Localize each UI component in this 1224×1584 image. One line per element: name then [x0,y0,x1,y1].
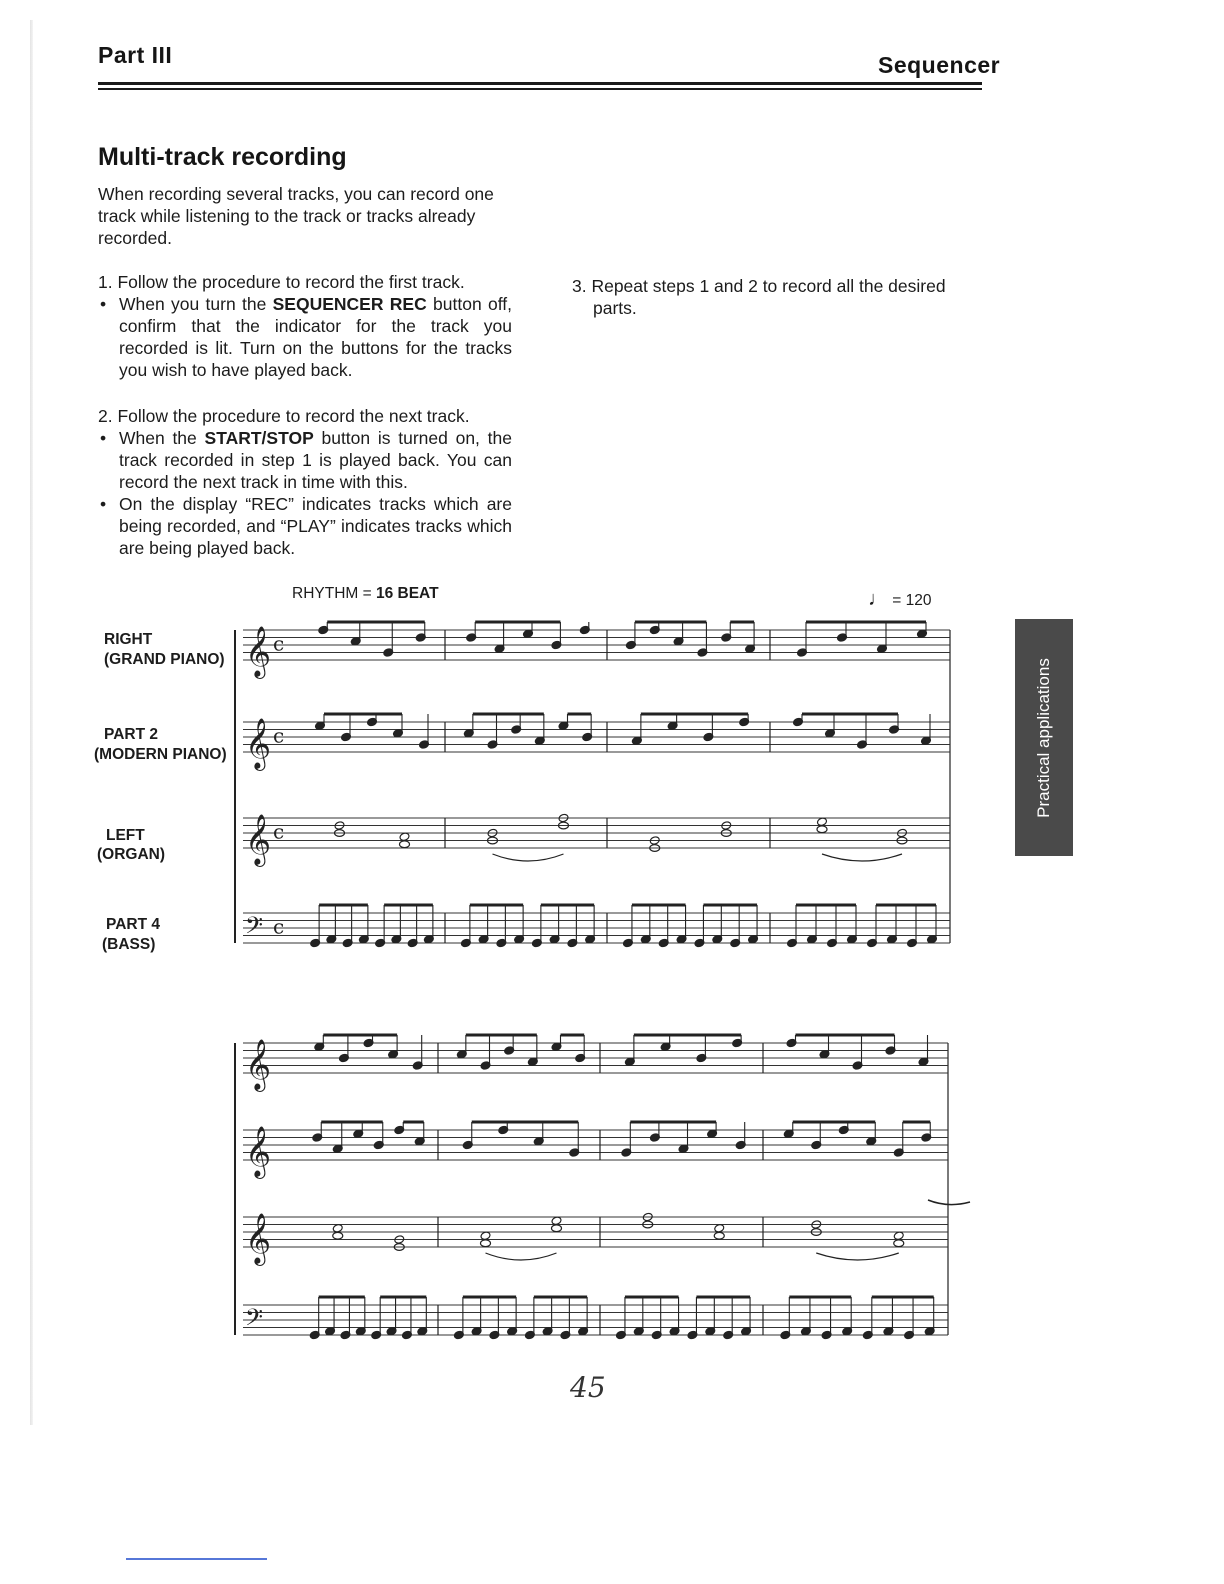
time-signature: c [273,819,285,844]
bullet-strong: START/STOP [204,428,314,448]
chord-note-head [400,841,410,848]
bullet-icon: • [100,428,107,448]
side-tab-label: Practical applications [1034,657,1053,818]
part-instrument: (GRAND PIANO) [104,651,225,668]
treble-clef-icon: 𝄞 [245,1039,272,1090]
part-instrument: (MODERN PIANO) [94,746,227,763]
intro-paragraph: When recording several tracks, you can record one track while listening to the track or tracks already recorded. [98,184,494,248]
part-instrument: (ORGAN) [97,846,166,863]
treble-clef-icon: 𝄞 [245,814,272,865]
chord-note-head [817,826,827,833]
section-heading: Multi-track recording [98,143,347,171]
tempo-value: = 120 [888,592,932,609]
treble-clef-icon: 𝄞 [245,1213,272,1264]
bullet-text: button off, confirm that the indicator for the track you recorded is lit. Turn on the buttons for the tracks you wish to have played back. [119,294,512,380]
bullet-text: On the display “REC” indicates tracks which are being recorded, and “PLAY” indicates tracks which are being played back. [119,494,512,558]
step-3-text: 3. Repeat steps 1 and 2 to record all the desired [572,276,946,296]
header-section: Sequencer [878,52,1001,78]
step-2-text: 2. Follow the procedure to record the next track. [98,406,470,426]
treble-clef-icon: 𝄞 [245,1126,272,1177]
bullet-icon: • [100,494,107,514]
chord-note-head [481,1240,491,1247]
rhythm-value: 16 BEAT [375,585,439,602]
scan-artifact-line [126,1558,267,1560]
tie-curve [822,854,902,861]
part-name: PART 2 [104,726,158,743]
treble-clef-icon: 𝄞 [245,626,272,677]
bullet-text: When you turn the [119,294,273,314]
chord-note-head [894,1240,904,1247]
bullet-text: When the [119,428,205,448]
chord-note-head [333,1232,343,1239]
time-signature: c [273,914,285,939]
part-name: LEFT [106,827,145,844]
treble-clef-icon: 𝄞 [245,718,272,769]
chord-note-head [714,1232,724,1239]
quarter-note-icon: ♩ [868,588,888,610]
header-part: Part III [98,42,173,68]
handwritten-page-number: 45 [570,1371,606,1404]
rhythm-label-text: RHYTHM = [292,585,376,602]
bullet-icon: • [100,294,107,314]
tie-curve [816,1253,899,1260]
part-name: RIGHT [104,631,153,648]
bullet-strong: SEQUENCER REC [272,294,427,314]
step-1-text: 1. Follow the procedure to record the first track. [98,272,465,292]
part-instrument: (BASS) [102,936,156,953]
bullet-text: button is turned on, the track recorded in step 1 is played back. You can record the next track in time with this. [119,428,512,492]
time-signature: c [273,631,285,656]
time-signature: c [273,723,285,748]
step-3-continuation: parts. [593,298,637,318]
bass-clef-icon: 𝄢 [245,911,264,945]
tie-curve [493,854,564,861]
chord-note-head [552,1225,562,1232]
pen-mark [928,1200,970,1205]
tie-curve [486,1253,557,1260]
part-name: PART 4 [106,916,160,933]
bass-clef-icon: 𝄢 [245,1303,264,1337]
